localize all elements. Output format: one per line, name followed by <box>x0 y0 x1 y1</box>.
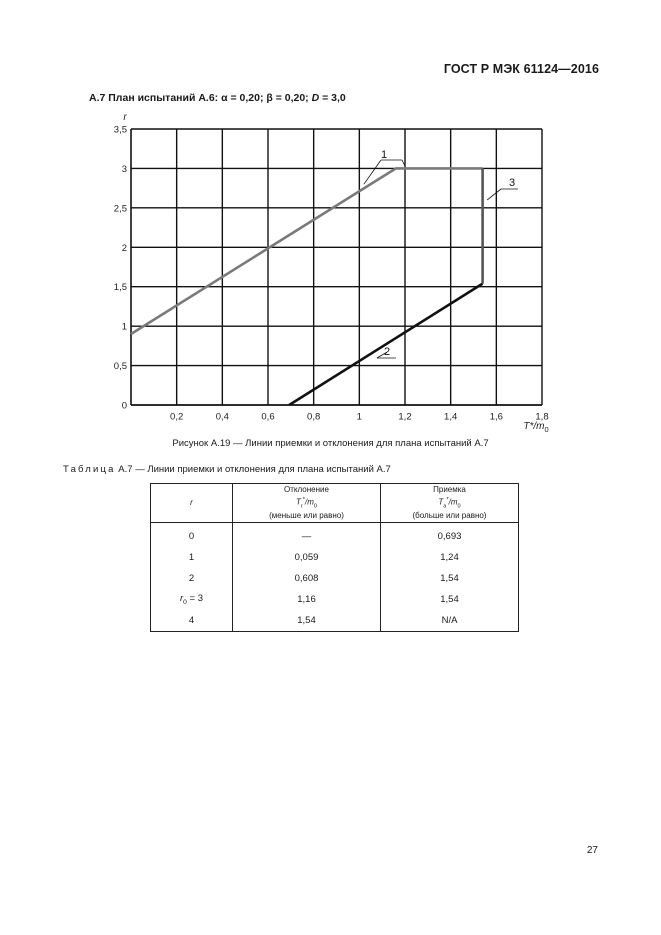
x-tick-label: 0,6 <box>261 411 275 423</box>
cell-r: 4 <box>151 610 233 632</box>
header-accept <box>381 484 519 523</box>
header-reject <box>233 484 381 523</box>
x-tick-label: 1,2 <box>398 411 412 423</box>
series-line-2 <box>289 284 482 405</box>
table-row <box>151 523 519 548</box>
reject-formula-tail: /m <box>304 497 314 507</box>
accept-formula-t: T <box>438 497 444 507</box>
cell-accept: 1,54 <box>381 589 519 610</box>
header-reject-formula <box>234 495 379 511</box>
table-row <box>151 568 519 589</box>
y-tick-label: 2 <box>121 242 127 254</box>
y-tick-label: 2,5 <box>113 203 127 215</box>
header-r <box>151 484 233 523</box>
cell-reject: 0,059 <box>233 547 381 568</box>
x-axis-label-main: T*/m <box>523 421 545 432</box>
y-tick-label: 1 <box>121 321 127 333</box>
section-title-alpha: α = 0,20; <box>221 92 267 104</box>
standard-code: ГОСТ Р МЭК 61124—2016 <box>443 62 599 76</box>
cell-accept: 0,693 <box>381 523 519 548</box>
series-line-1 <box>131 168 483 334</box>
y-tick-label: 0,5 <box>113 361 127 373</box>
accept-formula-sub: a <box>443 503 447 510</box>
header-accept-title: Приемка <box>433 485 466 494</box>
table-row <box>151 610 519 632</box>
x-tick-label: 0,2 <box>170 411 184 423</box>
cell-reject: 1,16 <box>233 589 381 610</box>
x-tick-label: 1,6 <box>489 411 503 423</box>
header-reject-title: Отклонение <box>284 485 329 494</box>
cell-reject: — <box>233 523 381 548</box>
table-caption <box>63 464 391 475</box>
table-header-row <box>151 484 519 523</box>
x-tick-label: 0,4 <box>215 411 229 423</box>
section-title-prefix: А.7 План испытаний А.6: <box>89 92 222 104</box>
x-tick-label: 0,8 <box>307 411 321 423</box>
acceptance-rejection-chart <box>0 0 661 435</box>
x-tick-label: 1 <box>356 411 362 423</box>
reject-formula-t: T <box>296 497 301 507</box>
cell-reject: 1,54 <box>233 610 381 632</box>
table-row <box>151 547 519 568</box>
reject-formula-tail-sub: 0 <box>313 503 317 510</box>
x-axis-label-sub: 0 <box>544 425 549 434</box>
y-axis-label: r <box>123 112 127 123</box>
section-title-beta: β = 0,20; <box>266 92 312 104</box>
table-row <box>151 589 519 610</box>
table-caption-word: Таблица <box>63 464 116 475</box>
y-tick-label: 3,5 <box>113 124 127 136</box>
x-axis-label <box>523 421 548 434</box>
cell-r0-sub: 0 <box>183 599 187 607</box>
header-r-label: r <box>190 498 193 508</box>
cell-reject: 0,608 <box>233 568 381 589</box>
cell-accept: N/A <box>381 610 519 632</box>
header-reject-note: (меньше или равно) <box>269 511 344 521</box>
cell-r <box>151 589 233 610</box>
cell-r: 1 <box>151 547 233 568</box>
header-accept-formula <box>382 495 517 511</box>
cell-accept: 1,24 <box>381 547 519 568</box>
y-tick-label: 0 <box>121 400 127 412</box>
y-tick-label: 3 <box>121 163 127 175</box>
cell-r: 2 <box>151 568 233 589</box>
cell-r: 0 <box>151 523 233 548</box>
section-title-d-value: = 3,0 <box>319 92 346 104</box>
table-caption-rest: А.7 — Линии приемки и отклонения для плана испытаний А.7 <box>115 464 391 475</box>
section-title-d-symbol: D <box>311 92 320 104</box>
x-tick-label: 1,8 <box>535 411 549 423</box>
cell-r0-symbol: r <box>180 593 184 605</box>
reject-formula-sub: r <box>300 503 303 510</box>
reject-formula-sup: * <box>302 497 305 503</box>
cell-accept: 1,54 <box>381 568 519 589</box>
accept-formula-tail-sub: 0 <box>457 503 461 510</box>
series-label-3: 3 <box>508 177 516 189</box>
series-label-2: 2 <box>383 346 391 358</box>
accept-formula-sup: * <box>446 497 449 503</box>
leader-line <box>487 189 501 200</box>
cell-r0-value: = 3 <box>186 593 203 605</box>
accept-formula-tail: /m <box>448 497 458 507</box>
series-label-1: 1 <box>380 149 388 161</box>
figure-caption: Рисунок А.19 — Линии приемки и отклонения для плана испытаний А.7 <box>172 438 489 449</box>
page-number: 27 <box>586 845 598 856</box>
x-tick-label: 1,4 <box>444 411 458 423</box>
y-tick-label: 1,5 <box>113 282 127 294</box>
header-accept-note: (больше или равно) <box>412 511 487 521</box>
acceptance-rejection-table <box>150 483 519 632</box>
